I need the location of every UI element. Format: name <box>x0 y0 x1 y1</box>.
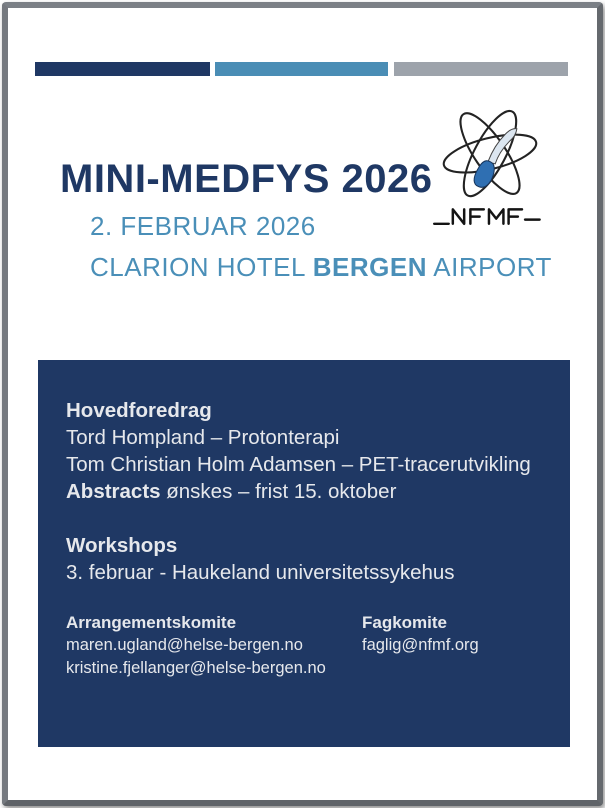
keynote-heading: Hovedforedrag <box>66 399 212 422</box>
venue-text-pre: CLARION HOTEL <box>90 252 313 282</box>
nfmf-wordmark <box>434 209 539 223</box>
norway-map-north <box>488 129 517 164</box>
committee-email: faglig@nfmf.org <box>362 636 479 654</box>
organizing-committee <box>66 611 362 680</box>
nfmf-logo <box>416 104 564 230</box>
committee-heading: Fagkomite <box>362 613 448 632</box>
top-bar-gray-segment <box>394 62 568 76</box>
program-info-box <box>38 360 570 747</box>
venue-text-bold: BERGEN <box>312 252 427 282</box>
event-date: 2. FEBRUAR 2026 <box>90 211 316 241</box>
top-bar-blue-segment <box>215 62 388 76</box>
committee-email: kristine.fjellanger@helse-bergen.no <box>66 659 326 677</box>
scientific-committee <box>362 611 479 680</box>
workshops-line: 3. februar - Haukeland universitetssykehus <box>66 561 455 584</box>
workshops-heading: Workshops <box>66 534 178 557</box>
page-title: MINI-MEDFYS 2026 <box>60 157 433 201</box>
decorative-top-bar <box>35 62 568 76</box>
abstracts-label: Abstracts <box>66 480 161 503</box>
abstracts-line <box>66 478 550 505</box>
document-page <box>2 2 603 806</box>
norway-map-south <box>474 161 494 188</box>
committees-section <box>66 611 550 680</box>
atom-icon <box>416 104 564 230</box>
top-bar-navy-segment <box>35 62 210 76</box>
committee-email: maren.ugland@helse-bergen.no <box>66 636 303 654</box>
event-venue <box>90 252 552 282</box>
committee-heading: Arrangementskomite <box>66 613 237 632</box>
keynote-line: Tom Christian Holm Adamsen – PET-tracerutvikling <box>66 453 531 476</box>
workshops-block <box>66 532 550 586</box>
abstracts-text: ønskes – frist 15. oktober <box>160 480 397 503</box>
venue-text-post: AIRPORT <box>427 252 552 282</box>
keynote-line: Tord Hompland – Protonterapi <box>66 426 340 449</box>
